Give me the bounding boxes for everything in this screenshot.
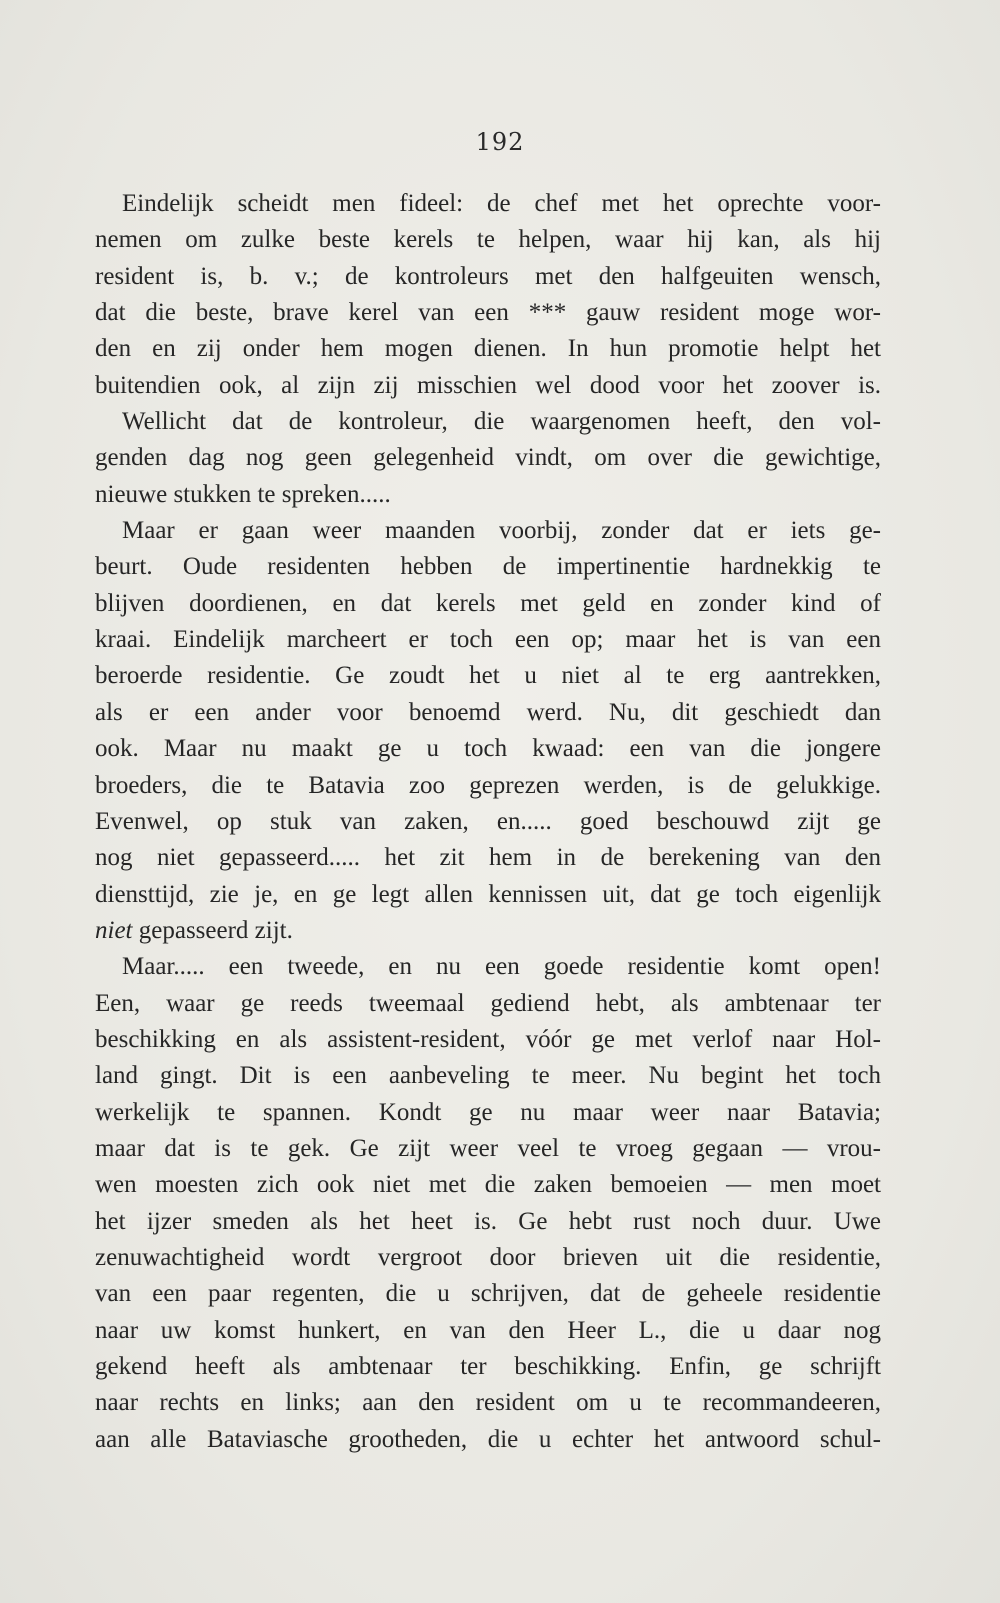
text-segment: Wellicht dat de kontroleur, die waargenomen heeft, den vol- — [122, 408, 881, 436]
text-line — [95, 913, 881, 949]
text-segment: nieuwe stukken te spreken..... — [95, 480, 391, 508]
text-line — [95, 1276, 881, 1312]
text-segment: wen moesten zich ook niet met die zaken bemoeien — men moet — [95, 1171, 881, 1199]
text-segment: als er een ander voor benoemd werd. Nu, dit geschiedt dan — [95, 698, 881, 726]
text-segment: van een paar regenten, die u schrijven, dat de geheele residentie — [95, 1280, 881, 1308]
text-segment: maar dat is te gek. Ge zijt weer veel te vroeg gegaan — vrou- — [95, 1134, 881, 1162]
text-line — [95, 404, 881, 440]
text-segment: ook. Maar nu maakt ge u toch kwaad: een van die jongere — [95, 735, 881, 763]
text-line — [95, 440, 881, 476]
text-line — [95, 695, 881, 731]
text-line — [95, 1385, 881, 1421]
text-segment: gekend heeft als ambtenaar ter beschikking. Enfin, ge schrijft — [95, 1353, 881, 1380]
text-segment: Evenwel, op stuk van zaken, en..... goed beschouwd zijt ge — [95, 807, 881, 835]
text-segment: blijven doordienen, en dat kerels met geld en zonder kind of — [95, 589, 881, 617]
text-line — [95, 1095, 881, 1131]
text-segment: resident is, b. v.; de kontroleurs met den halfgeuiten wensch, — [95, 262, 881, 290]
text-line — [95, 1167, 881, 1203]
text-line — [95, 658, 881, 694]
text-segment: werkelijk te spannen. Kondt ge nu maar weer naar Batavia; — [95, 1098, 881, 1126]
text-segment: buitendien ook, al zijn zij misschien wel dood voor het zoover is. — [95, 371, 881, 399]
text-line — [95, 622, 881, 658]
text-segment: diensttijd, zie je, en ge legt allen kennissen uit, dat ge toch eigenlijk — [95, 880, 881, 908]
text-line — [95, 368, 881, 404]
text-line — [95, 1058, 881, 1094]
text-segment: land gingt. Dit is een aanbeveling te meer. Nu begint het toch — [95, 1062, 881, 1090]
text-segment: dat die beste, brave kerel van een *** gauw resident moge wor- — [95, 299, 881, 327]
text-line — [95, 513, 881, 549]
text-line — [95, 259, 881, 295]
text-line — [95, 222, 881, 258]
text-line — [95, 877, 881, 913]
text-segment: zenuwachtigheid wordt vergroot door brieven uit die residentie, — [95, 1243, 881, 1271]
text-line — [95, 295, 881, 331]
text-segment: kraai. Eindelijk marcheert er toch een op; maar het is van een — [95, 626, 881, 654]
text-line — [95, 331, 881, 367]
text-segment: beurt. Oude residenten hebben de impertinentie hardnekkig te — [95, 553, 881, 581]
text-segment: Maar..... een tweede, en nu een goede residentie komt open! — [122, 953, 881, 981]
text-segment: den en zij onder hem mogen dienen. In hun promotie helpt het — [95, 335, 881, 363]
text-segment: beroerde residentie. Ge zoudt het u niet al te erg aantrekken, — [95, 662, 881, 690]
text-segment: nemen om zulke beste kerels te helpen, waar hij kan, als hij — [95, 226, 881, 254]
text-line — [95, 1022, 881, 1058]
text-line — [95, 768, 881, 804]
text-segment: naar uw komst hunkert, en van den Heer L., die u daar nog — [95, 1316, 881, 1344]
text-segment: nog niet gepasseerd..... het zit hem in de berekening van den — [95, 844, 881, 872]
text-segment: naar rechts en links; aan den resident om u te recommandeeren, — [95, 1389, 881, 1417]
text-line — [95, 840, 881, 876]
text-line — [95, 1131, 881, 1167]
page-number: 192 — [475, 128, 525, 156]
text-segment: Een, waar ge reeds tweemaal gediend hebt, als ambtenaar ter — [95, 989, 881, 1017]
text-line — [95, 1422, 881, 1458]
text-segment: het ijzer smeden als het heet is. Ge hebt rust noch duur. Uwe — [95, 1207, 881, 1235]
text-segment: gepasseerd zijt. — [132, 916, 293, 944]
text-line — [95, 186, 881, 222]
italic-word: niet — [95, 916, 133, 944]
text-line — [95, 477, 881, 513]
text-segment: genden dag nog geen gelegenheid vindt, om over die gewichtige, — [95, 444, 881, 472]
text-line — [95, 986, 881, 1022]
text-segment: broeders, die te Batavia zoo geprezen werden, is de gelukkige. — [95, 771, 881, 799]
text-line — [95, 804, 881, 840]
text-segment: beschikking en als assistent-resident, vóór ge met verlof naar Hol- — [95, 1025, 881, 1053]
text-line — [95, 586, 881, 622]
text-line — [95, 549, 881, 585]
text-segment: Eindelijk scheidt men fideel: de chef met het oprechte voor- — [122, 190, 881, 217]
text-line — [95, 1240, 881, 1276]
body-text — [95, 186, 881, 1458]
text-segment: Maar er gaan weer maanden voorbij, zonder dat er iets ge- — [122, 517, 881, 545]
text-line — [95, 1349, 881, 1385]
text-line — [95, 949, 881, 985]
text-segment: aan alle Bataviasche grootheden, die u echter het antwoord schul- — [95, 1425, 881, 1453]
text-line — [95, 1313, 881, 1349]
text-line — [95, 731, 881, 767]
text-line — [95, 1204, 881, 1240]
